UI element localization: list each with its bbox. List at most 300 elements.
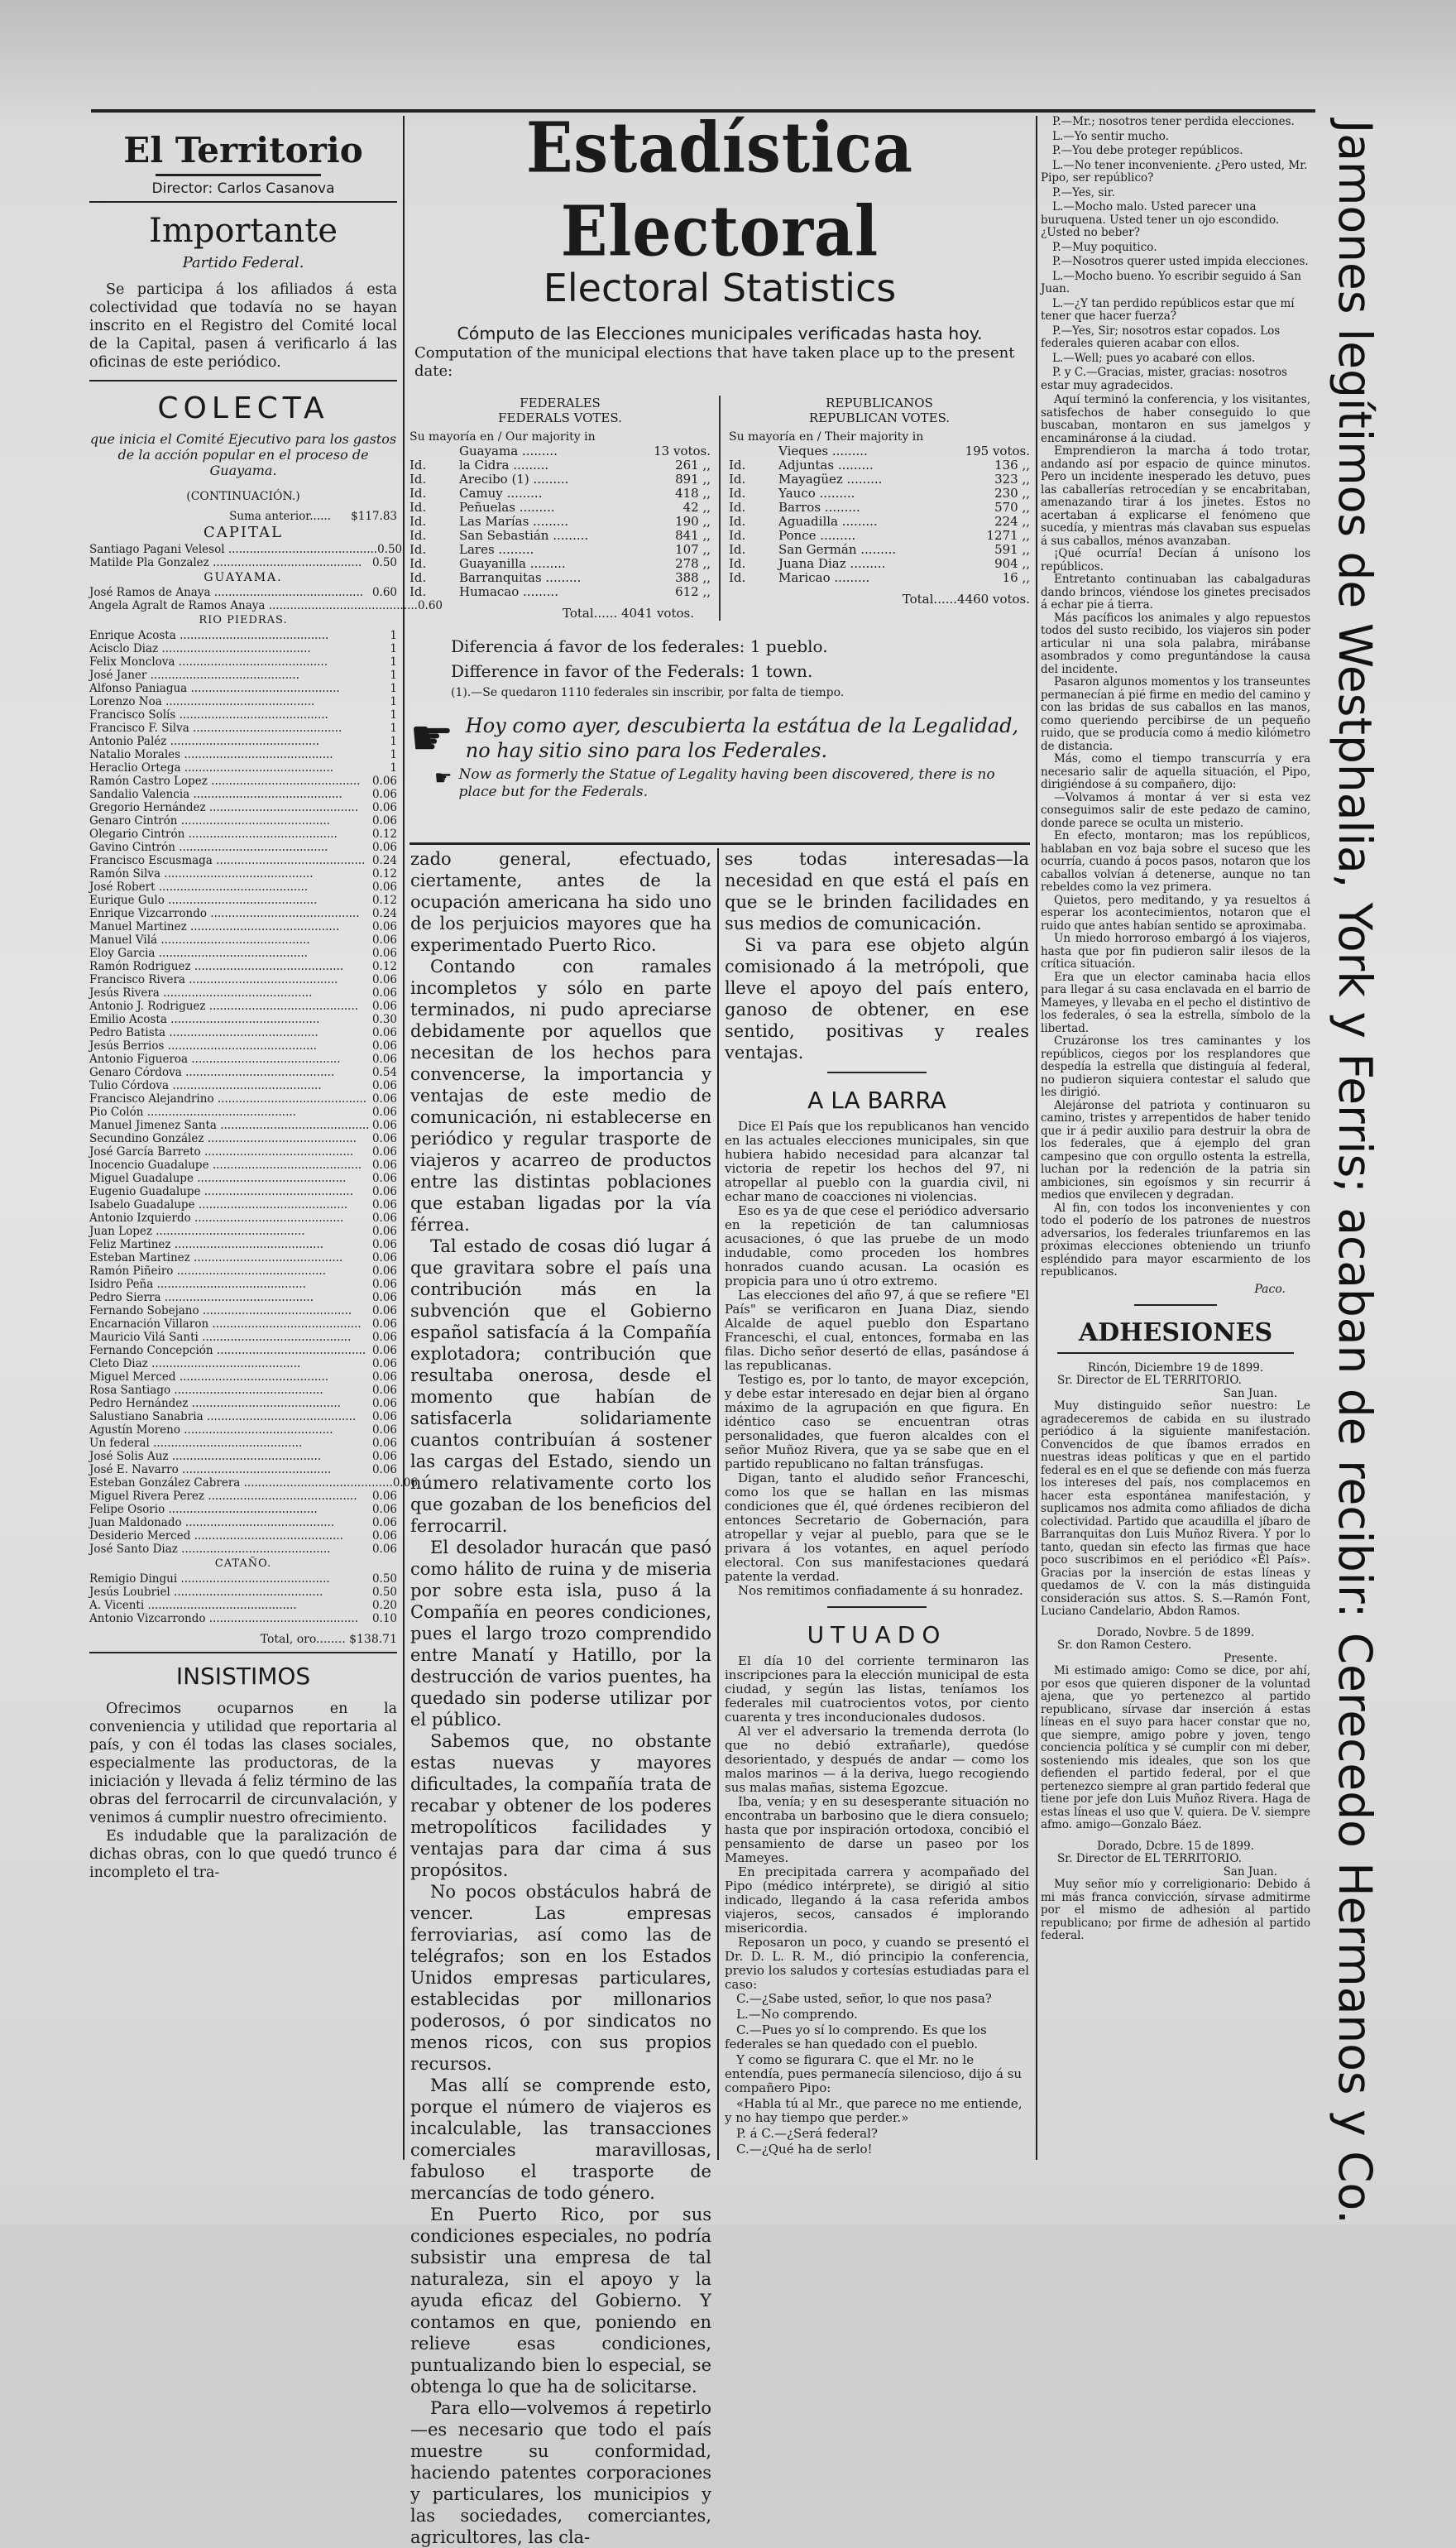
donor-amount: 0.12 [371, 960, 397, 973]
votes-votes: 136 ,, [994, 458, 1030, 473]
donor-row [89, 1357, 397, 1370]
votes-town: Vieques ......... [778, 444, 868, 458]
donor-row [89, 775, 397, 788]
donor-amount: 0.06 [371, 1331, 397, 1344]
right-paragraph: Emprendieron la marcha á todo trotar, andando así por espacio de quince minutos. Pero un incidente inesperado les detuvo, pues las caballerías retrocedían y se encabritaban, amenazando tirar á los jinetes. Estos no acertaban á explicarse el fenómeno que sucedía, y mientras más clavaban sus espuelas á sus caballos, ménos avanzaban. [1041, 444, 1310, 548]
donor-name: Fernando Concepción .......................................... [89, 1344, 366, 1357]
donor-row [89, 947, 397, 960]
paco-signature: Paco. [1254, 1282, 1286, 1296]
donor-row [89, 1476, 418, 1490]
right-column [1041, 116, 1310, 2210]
right-paragraph: Un miedo horroroso embargó á los viajeros, hasta que por fin pudieron salir ilesos de la crítica situación. [1041, 932, 1310, 971]
utuado-title: UTUADO [807, 1621, 947, 1648]
votes-town: Yauco ......... [778, 486, 855, 501]
votes-votes: 388 ,, [675, 570, 711, 585]
donor-row [89, 986, 397, 1000]
donor-name: Alfonso Paniagua .......................................... [89, 682, 340, 695]
donor-name: José Robert .......................................... [89, 881, 309, 894]
donor-row [89, 1039, 397, 1053]
votes-row [410, 444, 711, 458]
mid1-p3: Tal estado de cosas dió lugar á que gravitara sobre el país una contribución más en la subvención que el Gobierno español satisfacía á la Compañía explotadora; contribución que resultaba onerosa, desde el momento que habían de satisfacerla solidariamente cuantos contribuían á sostener las cargas del Estado, siendo un número relativamente corto los que gozaban de los beneficios del ferrocarril. [410, 1236, 711, 1536]
votes-town: Guayanilla ......... [459, 556, 566, 571]
donor-name: Isabelo Guadalupe .......................................... [89, 1198, 348, 1212]
votes-row [729, 543, 1030, 557]
barra-rule [827, 1606, 927, 1608]
dialog-line: P.—Mr.; nosotros tener perdida elecciones. [1052, 115, 1295, 128]
right-rule [1134, 1304, 1217, 1306]
donor-amount: 0.30 [371, 1013, 397, 1026]
donor-row [89, 1586, 397, 1599]
donor-name: Feliz Martinez .......................................... [89, 1238, 324, 1251]
utuado-p4: En precipitada carrera y acompañado del Pipo (médico intérprete), se dirigió al sitio indicado, llegando á la casa referida ambos viajeros, secos, cansados é implorando misericordia. [725, 1864, 1029, 1936]
donor-name: Lorenzo Noa .......................................... [89, 695, 315, 708]
donor-row [89, 748, 397, 761]
headline-bottom-rule [410, 842, 1030, 845]
votes-label: Id. [410, 542, 427, 557]
suma-anterior [89, 510, 397, 523]
donor-row [89, 599, 443, 612]
estatua-en-block [410, 766, 1030, 801]
donor-name: Emilio Acosta .......................................... [89, 1013, 320, 1026]
donor-amount: 0.06 [371, 1106, 397, 1119]
donor-name: Inocencio Guadalupe .......................................... [89, 1159, 362, 1172]
donor-row [89, 1331, 397, 1344]
donor-amount: 0.06 [371, 1357, 397, 1370]
donor-name: Eugenio Guadalupe .......................................... [89, 1185, 353, 1198]
right-paragraph: Quietos, pero meditando, y ya resueltos á esperar los acontecimientos, notaron que el ruido que antes habían sentido se aproximaba. [1041, 893, 1310, 933]
donor-amount: 0.60 [371, 586, 397, 599]
article-mid1 [410, 848, 711, 2547]
donor-amount: 0.06 [371, 1172, 397, 1185]
donor-amount: 0.06 [371, 1119, 397, 1132]
donor-name: Rosa Santiago .......................................... [89, 1384, 323, 1397]
donor-row [89, 1013, 397, 1026]
importante-rule [89, 380, 397, 381]
adhesiones-title: ADHESIONES [1057, 1314, 1294, 1354]
donor-name: Tulio Córdova .......................................... [89, 1079, 322, 1092]
donor-name: Agustín Moreno .......................................... [89, 1423, 333, 1437]
donor-row [89, 1264, 397, 1278]
votes-row [410, 585, 711, 599]
republicanos-block [721, 396, 1030, 621]
votes-votes: 13 votos. [654, 444, 711, 458]
votes-votes: 904 ,, [994, 556, 1030, 571]
donor-name: Desiderio Merced .......................................... [89, 1529, 343, 1543]
donor-name: José Santo Diaz .......................................... [89, 1543, 331, 1556]
votes-town: Mayagüez ......... [778, 472, 883, 487]
donor-name: Jesús Rivera .......................................... [89, 986, 313, 1000]
votes-row [410, 487, 711, 501]
vertical-advertisement: Jamones legítimos de Westphalia, York y Ferris; acaban de recibir: Cerecedo Hermanos y Co. [1329, 120, 1382, 2224]
votes-label [410, 444, 459, 458]
colecta-rule [89, 1652, 397, 1653]
donor-amount: 0.50 [371, 1586, 397, 1599]
donor-amount: 1 [390, 722, 397, 735]
colecta-continuacion: (CONTINUACIÓN.) [186, 490, 300, 503]
donor-amount: 0.06 [371, 1053, 397, 1066]
donor-amount: 0.06 [371, 1039, 397, 1053]
donor-name: Angela Agralt de Ramos Anaya .......................................... [89, 599, 418, 612]
donor-name: Natalio Morales .......................................... [89, 748, 333, 761]
donor-amount: 0.06 [371, 1423, 397, 1437]
votes-label: Id. [729, 458, 746, 473]
donor-amount: 0.06 [371, 841, 397, 854]
votes-votes: 1271 ,, [986, 528, 1030, 543]
diferencia-en: Difference in favor of the Federals: 1 town. [451, 661, 813, 681]
dialog-line: Y como se figurara C. que el Mr. no le entendía, pues permanecía silencioso, dijo á su compañero Pipo: [725, 2052, 1023, 2095]
federales-table [410, 444, 711, 599]
donor-amount: 0.24 [371, 907, 397, 920]
donor-amount: 0.06 [371, 881, 397, 894]
capital-title: CAPITAL [204, 524, 283, 541]
donor-name: Esteban González Cabrera .......................................... [89, 1476, 393, 1490]
dialog-line: L.—No comprendo. [736, 2007, 858, 2022]
donor-row [89, 722, 397, 735]
federales-block [410, 396, 721, 621]
right-paragraph: Pasaron algunos momentos y los transeuntes permanecían á pié firme en medio del camino y con las bridas de sus caballos en las manos, como queriendo percibirse de un pequeño ruido, que se producía como á medio kilómetro de distancia. [1041, 675, 1310, 753]
dialog-line: P.—Yes, Sir; nosotros estar copados. Los federales quieren acabar con ellos. [1041, 324, 1281, 350]
votes-votes: 612 ,, [675, 584, 711, 599]
mid2-rule [827, 1072, 927, 1073]
donor-name: Francisco Alejandrino .......................................... [89, 1092, 367, 1106]
donor-amount: 0.06 [371, 1291, 397, 1304]
donor-name: Manuel Vilá .......................................... [89, 933, 310, 947]
donor-amount: 0.06 [371, 1397, 397, 1410]
votes-label: Id. [729, 514, 746, 529]
utuado-p1: El día 10 del corriente terminaron las inscripciones para la elección municipal de esta ciudad, y según las listas, teníamos los federales mil cuatrocientos votos, por ciento cuarenta y tres inconducionales dudosos. [725, 1653, 1029, 1725]
donor-row [89, 881, 397, 894]
dialog-line: L.—Yo sentir mucho. [1052, 129, 1169, 143]
right-paragraph: Entretanto continuaban las cabalgaduras dando brincos, viéndose los ginetes precisados á echar pie á tierra. [1041, 573, 1310, 612]
votes-row [729, 501, 1030, 515]
headline-en: Electoral Statistics [543, 266, 897, 310]
a-la-barra-title: A LA BARRA [807, 1087, 946, 1114]
donor-amount: 0.24 [371, 854, 397, 867]
guayama-title: GUAYAMA. [204, 571, 283, 584]
donor-name: Gavino Cintrón .......................................... [89, 841, 328, 854]
utuado-p2: Al ver el adversario la tremenda derrota (lo que no debió extrañarle), quedóse desorientado, y después de andar — como los malos marinos — á la deriva, luego recogiendo sus malas mañas, sistema Egozcue. [725, 1724, 1029, 1795]
votes-town: Humacao ......... [459, 584, 558, 599]
dialog-line: P.—Muy poquitico. [1052, 240, 1157, 254]
donor-name: Antonio Paléz .......................................... [89, 735, 319, 748]
votes-tables [410, 396, 1030, 621]
donor-row [89, 1145, 397, 1159]
federales-title: FEDERALES [520, 396, 601, 410]
donor-row [89, 735, 397, 748]
donor-name: Felix Monclova .......................................... [89, 655, 328, 669]
votes-row [729, 473, 1030, 487]
donor-row [89, 1092, 397, 1106]
adh3 [1041, 1840, 1310, 1943]
donor-row [89, 1185, 397, 1198]
mid2-p1: ses todas interesadas—la necesidad en que está el país en que se le brinden facilidades en sus medios de comunicación. [725, 849, 1029, 933]
pointing-hand-icon: ☛ [410, 709, 454, 767]
republicanos-first-label: Su mayoría en / Their majority in [729, 430, 924, 444]
donor-name: Juan Lopez .......................................... [89, 1225, 305, 1238]
donor-row [89, 1212, 397, 1225]
dialog-line: P.—Nosotros querer usted impida elecciones. [1052, 255, 1309, 268]
donor-amount: 0.12 [371, 894, 397, 907]
votes-town: San Germán ......... [778, 542, 897, 557]
votes-town: San Sebastián ......... [459, 528, 589, 543]
importante-subtitle: Partido Federal. [182, 254, 304, 271]
right-paragraph: Alejáronse del patriota y continuaron su camino, tristes y arrepentidos de haber tenido que ir á pedir auxilio para destruir la obra de los federales, que á ejemplo del gran campesino que con orgullo ostenta la estrella, luchan por la redención de la patria sin ambiciones, sin egoísmos y sin recurrir á medios que envilecen y degradan. [1041, 1098, 1310, 1202]
mid1-p1: zado general, efectuado, ciertamente, antes de la ocupación americana ha sido uno de los perjuicios mayores que ha experimentado Puerto Rico. [410, 849, 711, 955]
donor-row [89, 894, 397, 907]
donor-amount: 0.06 [371, 1000, 397, 1013]
votes-town: Camuy ......... [459, 486, 543, 501]
article-mid2 [725, 848, 1029, 2205]
donor-row [89, 1344, 397, 1357]
votes-label: Id. [410, 514, 427, 529]
republicanos-table [729, 444, 1030, 585]
donor-amount: 1 [390, 735, 397, 748]
right-paras [1041, 394, 1310, 1279]
right-paragraph: Más, como el tiempo transcurría y era necesario salir de aquella situación, el Pipo, dirigiéndose á su compañero, dijo: [1041, 752, 1310, 791]
donor-amount: 0.50 [371, 556, 397, 569]
donor-amount: 0.06 [371, 1516, 397, 1529]
headline-es: Estadística Electoral [525, 108, 913, 272]
votes-label: Id. [410, 458, 427, 473]
dialog-line: C.—Pues yo sí lo comprendo. Es que los federales se han quedado con el pueblo. [725, 2023, 987, 2051]
adh1-to: Sr. Director de EL TERRITORIO. [1057, 1374, 1242, 1387]
donor-name: Sandalio Valencia .......................................... [89, 788, 342, 801]
donor-amount: 0.60 [417, 599, 443, 612]
donor-row [89, 642, 397, 655]
donor-amount: 0.06 [371, 1529, 397, 1543]
barra-p1: Dice El País que los republicanos han vencido en las actuales elecciones municipales, sin que hubiera habido necesidad para alcanzar tal victoria de repetir los hechos del 97, ni atropellar al pueblo con la guardia civil, ni echar mano de coacciones ni violencias. [725, 1119, 1029, 1204]
donor-row [89, 669, 397, 682]
left-column [89, 124, 443, 2210]
donor-amount: 1 [390, 655, 397, 669]
votes-votes: 190 ,, [675, 514, 711, 529]
adh3-body: Muy señor mío y correligionario: Debido á mi más franca convicción, sírvase admitirme por el mismo de adhesión al partido republicano; por firme de adhesión al partido federal. [1041, 1878, 1310, 1942]
donor-name: Ramón Rodriguez .......................................... [89, 960, 344, 973]
donor-name: Enrique Vizcarrondo .......................................... [89, 907, 360, 920]
donor-name: José García Barreto .......................................... [89, 1145, 354, 1159]
votes-town: la Cidra ......... [459, 458, 549, 473]
donor-name: Isidro Peña .......................................... [89, 1278, 306, 1291]
donor-amount: 0.06 [371, 947, 397, 960]
donor-amount: 0.06 [371, 1463, 397, 1476]
donor-amount: 0.06 [371, 1410, 397, 1423]
donor-name: Francisco F. Silva .......................................... [89, 722, 342, 735]
adh1 [1041, 1362, 1310, 1619]
donor-amount: 0.06 [371, 775, 397, 788]
donor-name: Ramón Silva .......................................... [89, 867, 314, 881]
donor-row [89, 586, 397, 599]
donor-name: Un federal .......................................... [89, 1437, 303, 1450]
adh2-city: Presente. [1224, 1651, 1277, 1665]
adh2-date: Dorado, Novbre. 5 de 1899. [1096, 1625, 1255, 1639]
colecta-subtitle: que inicia el Comité Ejecutivo para los gastos de la acción popular en el proceso de Guayama. [89, 431, 397, 478]
votes-town: Maricao ......... [778, 570, 870, 585]
capital-list [89, 543, 403, 569]
donor-amount: 0.06 [371, 1503, 397, 1516]
votes-row [729, 557, 1030, 571]
diferencia-nota: (1).—Se quedaron 1110 federales sin inscribir, por falta de tiempo. [451, 686, 845, 699]
donor-name: Salustiano Sanabria .......................................... [89, 1410, 357, 1423]
donor-row [89, 1000, 397, 1013]
donor-amount: 0.06 [371, 1384, 397, 1397]
donor-row [89, 973, 397, 986]
votes-town: Las Marías ......... [459, 514, 568, 529]
utuado-p3: Iba, venía; y en su desesperante situación no encontraba un barbosino que le diera consuelo; hasta que por inspiración ortodoxa, concibió el pensamiento de darse un paseo por los Mameyes. [725, 1794, 1029, 1865]
right-paragraph: Más pacíficos los animales y algo repuestos todos del susto recibido, los viajeros sin poder articular ni una sola palabra, mirábanse asombrados y como preguntándose la causa del incidente. [1041, 611, 1310, 676]
donor-amount: 0.12 [371, 828, 397, 841]
votes-town: Lares ......... [459, 542, 534, 557]
donor-amount: 0.12 [371, 867, 397, 881]
votes-label: Id. [729, 486, 746, 501]
votes-row [729, 444, 1030, 458]
donor-name: Juan Maldonado .......................................... [89, 1516, 335, 1529]
adh1-date: Rincón, Diciembre 19 de 1899. [1087, 1360, 1264, 1375]
insistimos-title: INSISTIMOS [175, 1663, 311, 1690]
donor-row [89, 1106, 397, 1119]
donor-name: Santiago Pagani Velesol .......................................... [89, 543, 378, 556]
estatua-es: Hoy como ayer, descubierta la estátua de la Legalidad, no hay sitio sino para los Federales. [465, 714, 1019, 762]
mid1-p4: El desolador huracán que pasó como hálito de ruina y de miseria por sobre esta isla, puso á la Compañía en peores condiciones, pues el largo trozo comprendido entre Manatí y Hatillo, por la destrucción de varios puentes, ha quedado sin poderse utilizar por el público. [410, 1538, 711, 1730]
donor-amount: 0.06 [371, 1185, 397, 1198]
votes-votes: 42 ,, [682, 500, 711, 515]
votes-town: Aguadilla ......... [778, 514, 878, 529]
donor-name: Ramón Piñeiro .......................................... [89, 1264, 326, 1278]
donor-row [89, 1384, 397, 1397]
donor-amount: 0.06 [371, 1079, 397, 1092]
adh3-date: Dorado, Dcbre. 15 de 1899. [1097, 1839, 1254, 1853]
votes-row [410, 571, 711, 585]
donor-amount: 0.06 [371, 814, 397, 828]
column-divider-2 [1036, 116, 1037, 2160]
donor-row [89, 854, 397, 867]
mid-col-divider [717, 848, 719, 2160]
estatua-block [410, 709, 1030, 767]
donor-amount: 0.50 [377, 543, 403, 556]
donor-name: Remigio Dingui .......................................... [89, 1572, 330, 1586]
donor-row [89, 920, 397, 933]
republicanos-title-en: REPUBLICAN VOTES. [808, 410, 951, 425]
insistimos-body2: Es indudable que la paralización de dichas obras, con lo que quedó trunco é incompleto el tra- [89, 1828, 397, 1881]
donor-amount: 0.06 [371, 1238, 397, 1251]
donor-name: Pedro Batista .......................................... [89, 1026, 318, 1039]
donor-name: José Janer .......................................... [89, 669, 299, 682]
donor-row [89, 1529, 397, 1543]
donor-name: Esteban Martinez .......................................... [89, 1251, 343, 1264]
mid1-p9: Para ello—volvemos á repetirlo—es necesario que todo el país muestre su conformidad, haciendo patentes corporaciones y particulares, los municipios y las sociedades, comerciantes, agricultores, las cla- [410, 2398, 711, 2547]
mid1-p2: Contando con ramales incompletos y sólo en parte terminados, ni pudo apreciarse debidamente por aquellos que necesitan de los hechos para convencerse, la importancia y ventajas de este medio de comunicación, ni establecerse en periódico y regular trasporte de viajeros y acarreo de productos entre las distintas poblaciones que estaban ligadas por la vía férrea. [410, 957, 711, 1235]
donor-name: Antonio J. Rodriguez .......................................... [89, 1000, 359, 1013]
donor-name: Pio Colón .......................................... [89, 1106, 296, 1119]
colecta-total: Total, oro........ $138.71 [260, 1633, 397, 1646]
votes-row [410, 529, 711, 543]
donor-row [89, 543, 403, 556]
utuado-p5: Reposaron un poco, y cuando se presentó el Dr. D. L. R. M., dió principio la conferencia, previo los saludos y cortesías estudiadas para el caso: [725, 1935, 1029, 1992]
donor-row [89, 761, 397, 775]
votes-label: Id. [410, 472, 427, 487]
votes-label: Id. [410, 500, 427, 515]
donor-amount: 0.06 [371, 986, 397, 1000]
votes-votes: 418 ,, [675, 486, 711, 501]
dialog-line: C.—¿Qué ha de serlo! [736, 2142, 873, 2157]
donor-amount: 0.06 [371, 1317, 397, 1331]
dialog-line: L.—Mocho malo. Usted parecer una buruquena. Usted tener un ojo escondido. ¿Usted no beber? [1041, 200, 1280, 239]
donor-row [89, 867, 397, 881]
votes-row [410, 501, 711, 515]
donor-row [89, 1463, 397, 1476]
dialog-line: L.—No tener inconveniente. ¿Pero usted, Mr. Pipo, ser repúblico? [1041, 158, 1308, 185]
donor-amount: 0.20 [371, 1599, 397, 1612]
utuado-dialog [725, 1992, 1029, 2157]
donor-name: Encarnación Villaron .......................................... [89, 1317, 362, 1331]
donor-amount: 0.06 [371, 1225, 397, 1238]
donor-row [89, 1198, 397, 1212]
dialog-line: P.—You debe proteger repúblicos. [1052, 144, 1243, 157]
adh1-city: San Juan. [1223, 1386, 1277, 1400]
donor-row [89, 828, 397, 841]
votes-row [729, 571, 1030, 585]
donor-amount: 1 [390, 695, 397, 708]
donor-row [89, 629, 397, 642]
mid1-p6: No pocos obstáculos habrá de vencer. Las empresas ferroviarias, así como las de telégrafos; son en los Estados Unidos empresas particulares, establecidas por millonarios poderosos, ó por sindicatos no menos ricos, con sus propios recursos. [410, 1882, 711, 2074]
votes-row [729, 529, 1030, 543]
donor-name: Miguel Merced .......................................... [89, 1370, 329, 1384]
republicanos-title: REPUBLICANOS [826, 396, 933, 410]
votes-town: Guayama ......... [459, 444, 558, 458]
votes-town: Juana Diaz ......... [778, 556, 886, 571]
mid1-p7: Mas allí se comprende esto, porque el número de viajeros es incalculable, las transacciones comerciales maravillosas, fabuloso el trasporte de mercancías de todo género. [410, 2075, 711, 2203]
donor-amount: 0.06 [371, 1159, 397, 1172]
donor-name: Jesús Loubriel .......................................... [89, 1586, 323, 1599]
donor-name: Francisco Solís .......................................... [89, 708, 328, 722]
dialog-line: L.—Mocho bueno. Yo escribir seguido á San Juan. [1041, 269, 1301, 295]
donor-amount: 0.06 [371, 1278, 397, 1291]
donor-amount: 0.06 [371, 1026, 397, 1039]
republicanos-total: Total......4460 votos. [902, 592, 1030, 607]
adh2-body: Mi estimado amigo: Como se dice, por ahí, por esos que quieren disponer de la voluntad ajena, que yo pertenezco al partido republicano, sírvase dar inserción á estas líneas en el suyo para hacer constar que no, que siempre, amigo pobre y joven, tengo conciencia política y sé cumplir con mi deber, sosteniendo mis ideales, que son los que defienden el partido federal, por el que pertenezco siempre al gran partido federal que tiene por jefe don Luis Muñoz Rivera. Haga de estas líneas el uso que V. quiera. De V. siempre afmo. amigo—Gonzalo Báez. [1041, 1664, 1310, 1831]
donor-amount: 0.06 [371, 1132, 397, 1145]
votes-label: Id. [729, 528, 746, 543]
votes-town: Barros ......... [778, 500, 860, 515]
votes-label: Id. [410, 556, 427, 571]
column-divider-1 [403, 116, 405, 2160]
donor-amount: 0.06 [371, 788, 397, 801]
diferencia-es: Diferencia á favor de los federales: 1 pueblo. [451, 636, 828, 656]
barra-p3: Las elecciones del año 97, á que se refiere "El País" se verificaron en Juana Diaz, siendo Alcalde de aquel pueblo don Espartano Franceschi, el cual, entonces, formaba en las filas. Dicho señor desertó de ellas, pasándose á las republicanas. [725, 1288, 1029, 1373]
adh1-body: Muy distinguido señor nuestro: Le agradeceremos de cabida en su ilustrado periódico á la siguiente manifestación. Convencidos de que íbamos errados en nuestras ideas políticas y que en el partido federal es en el que se defiende con más fuerza los intereses del país, nos complacemos en hacer esta espontánea manifestación, y suplicamos nos admita como afiliados de dicha colectividad. Partido que acaudilla el jíbaro de Barranquitas don Luis Muñoz Rivera. Y por lo tanto, quedan sin efecto las firmas que hace poco suscribimos en el periódico «El País». Gracias por la inserción de estas líneas y quedamos de V. con la más distinguida consideración sus attos. S. S.—Ramón Font, Luciano Candelario, Abdon Ramos. [1041, 1399, 1310, 1618]
donor-name: Felipe Osorio .......................................... [89, 1503, 318, 1516]
donor-row [89, 682, 397, 695]
computo-en: Computation of the municipal elections that have taken place up to the present date: [414, 344, 1015, 380]
votes-label: Id. [410, 528, 427, 543]
mid2-p2: Si va para ese objeto algún comisionado á la metrópoli, que lleve el apoyo del país entero, ganoso de obtener, en ese sentido, positivas y reales ventajas. [725, 935, 1029, 1063]
adh3-to: Sr. Director de EL TERRITORIO. [1057, 1852, 1242, 1865]
donor-amount: 0.06 [371, 1304, 397, 1317]
votes-label: Id. [410, 570, 427, 585]
donor-amount: 0.06 [371, 1198, 397, 1212]
donor-row [89, 1516, 397, 1529]
votes-row [410, 543, 711, 557]
votes-votes: 591 ,, [994, 542, 1030, 557]
votes-votes: 261 ,, [675, 458, 711, 473]
dialog-line: L.—¿Y tan perdido repúblicos estar que mí tener que hacer fuerza? [1041, 296, 1295, 323]
donor-row [89, 1278, 397, 1291]
donor-name: Genaro Córdova .......................................... [89, 1066, 335, 1079]
donor-amount: 0.06 [371, 1437, 397, 1450]
donor-amount: 0.06 [371, 1490, 397, 1503]
donor-row [89, 1543, 397, 1556]
mid1-p8: En Puerto Rico, por sus condiciones especiales, no podría subsistir una empresa de tal naturaleza, sin el apoyo y la ayuda eficaz del Gobierno. Y contamos en que, poniendo en relieve esas condiciones, puntualizando bien lo especial, se obtenga lo que ha de solicitarse. [410, 2205, 711, 2397]
federales-title-en: FEDERALS VOTES. [498, 410, 622, 425]
